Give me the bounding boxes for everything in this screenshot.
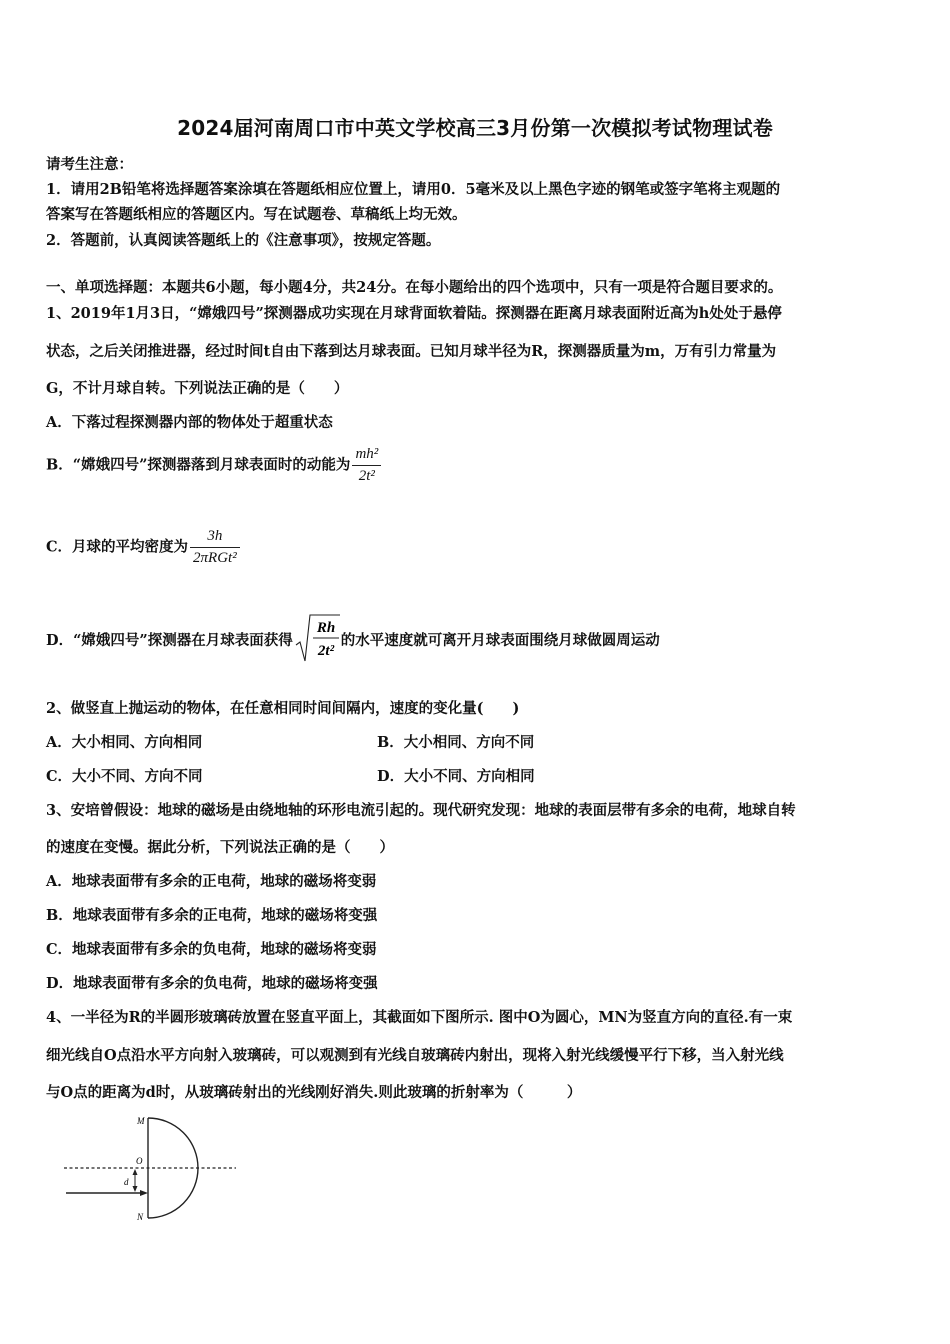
q1-stem-line-3: G，不计月球自转。下列说法正确的是（ ） [46,380,349,397]
q1-option-b [46,446,383,485]
q4-stem-line-1: 4、一半径为R的半圆形玻璃砖放置在竖直平面上，其截面如下图所示. 图中O为圆心，MN为竖直方向的直径.有一束 [46,1009,793,1026]
fraction-denominator: 2πRGt² [190,547,240,567]
semicircle-arc [148,1118,198,1218]
q2-option-a: A．大小相同、方向相同 [46,734,203,751]
q1-option-c-fraction [190,528,240,567]
notice-heading: 请考生注意： [46,156,133,173]
q1-option-b-fraction [352,446,381,485]
q2-option-c: C．大小不同、方向不同 [46,768,203,785]
fraction-numerator: 3h [207,528,223,544]
q3-option-a: A．地球表面带有多余的正电荷，地球的磁场将变弱 [46,873,377,890]
q1-option-d-prefix: D．“嫦娥四号”探测器在月球表面获得 [46,632,293,649]
fraction-denominator: 2t² [352,465,381,485]
sqrt-numerator: Rh [316,620,335,636]
q1-stem-line-2: 状态，之后关闭推进器，经过时间t自由下落到达月球表面。已知月球半径为R，探测器质量为m，万有引力常量为 [46,343,777,360]
notice-line-1: 1．请用2B铅笔将选择题答案涂填在答题纸相应位置上，请用0．5毫米及以上黑色字迹的钢笔或签字笔将主观题的 [46,181,781,198]
q1-option-d-suffix: 的水平速度就可离开月球表面围绕月球做圆周运动 [340,632,660,649]
q1-option-c-text: C．月球的平均密度为 [46,538,189,556]
section-heading: 一、单项选择题：本题共6小题，每小题4分，共24分。在每小题给出的四个选项中，只有一项是符合题目要求的。 [46,279,783,296]
label-m: M [137,1116,145,1126]
fraction-numerator: mh² [355,446,379,462]
label-n: N [137,1212,144,1222]
q1-option-d [46,613,660,669]
q2-option-d: D．大小不同、方向相同 [377,768,535,785]
q1-stem-line-1: 1、2019年1月3日，“嫦娥四号”探测器成功实现在月球背面软着陆。探测器在距离月球表面附近高为h处处于悬停 [46,305,782,322]
exam-title: 2024届河南周口市中英文学校高三3月份第一次模拟考试物理试卷 [177,116,773,140]
notice-line-3: 2．答题前，认真阅读答题纸上的《注意事项》，按规定答题。 [46,232,441,249]
semicircle-glass-diagram [60,1110,240,1226]
q1-option-a: A．下落过程探测器内部的物体处于超重状态 [46,414,333,431]
sqrt-denominator: 2t² [317,643,334,659]
distance-arrow-up-icon [133,1169,138,1175]
q2-stem: 2、做竖直上抛运动的物体，在任意相同时间间隔内，速度的变化量( ) [46,700,520,717]
q1-option-c [46,528,242,567]
q2-option-b: B．大小相同、方向不同 [377,734,535,751]
q4-stem-line-2: 细光线自O点沿水平方向射入玻璃砖，可以观测到有光线自玻璃砖内射出，现将入射光线缓慢平行下移，当入射光线 [46,1047,784,1064]
square-root-expression [295,613,341,669]
q3-option-b: B．地球表面带有多余的正电荷，地球的磁场将变强 [46,907,378,924]
q3-option-d: D．地球表面带有多余的负电荷，地球的磁场将变强 [46,975,378,992]
label-d: d [124,1177,129,1187]
incident-arrow-icon [140,1190,148,1196]
notice-line-2: 答案写在答题纸相应的答题区内。写在试题卷、草稿纸上均无效。 [46,206,467,223]
distance-arrow-down-icon [133,1186,138,1192]
q4-stem-line-3: 与O点的距离为d时，从玻璃砖射出的光线刚好消失.则此玻璃的折射率为（ ） [46,1084,582,1101]
q1-option-b-text: B．“嫦娥四号”探测器落到月球表面时的动能为 [46,456,351,474]
label-o: O [136,1156,143,1166]
q3-stem-line-1: 3、安培曾假设：地球的磁场是由绕地轴的环形电流引起的。现代研究发现：地球的表面层带有多余的电荷，地球自转 [46,802,796,819]
q3-stem-line-2: 的速度在变慢。据此分析，下列说法正确的是（ ） [46,839,394,856]
square-root-sign-icon [295,613,341,665]
q3-option-c: C．地球表面带有多余的负电荷，地球的磁场将变弱 [46,941,377,958]
